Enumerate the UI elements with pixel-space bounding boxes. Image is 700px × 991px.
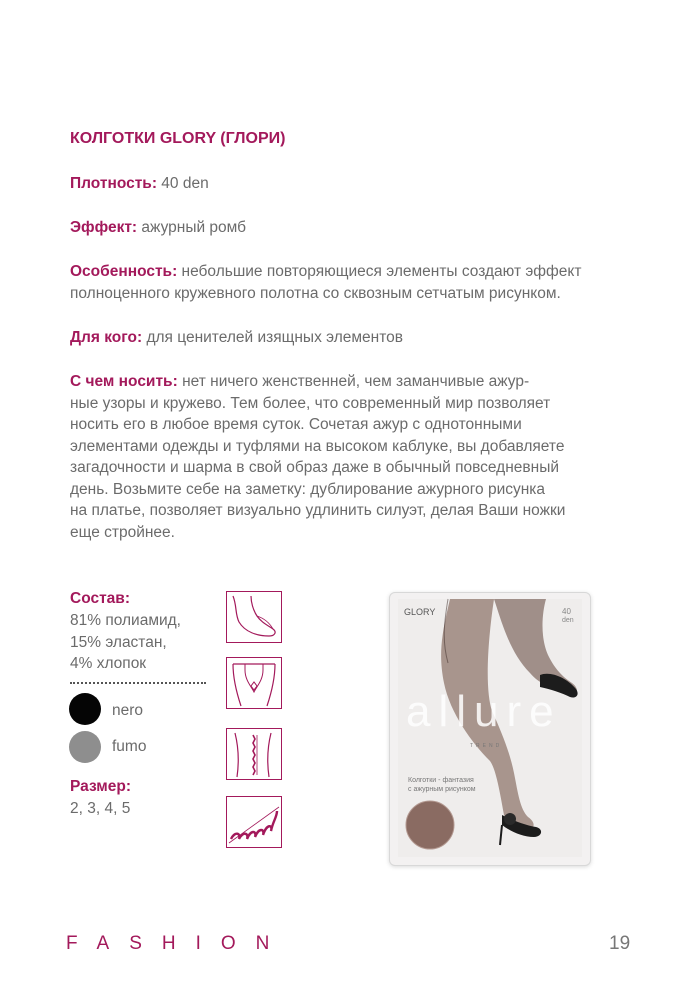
effect-label: Эффект: bbox=[70, 219, 138, 236]
package-caption-1: Колготки - фантазия bbox=[408, 777, 474, 784]
wear-line: ные узоры и кружево. Тем более, что современный мир позволяет bbox=[70, 394, 551, 412]
effect-line bbox=[70, 217, 635, 239]
page-title: КОЛГОТКИ GLORY (ГЛОРИ) bbox=[70, 130, 286, 147]
package-product-name: GLORY bbox=[404, 607, 436, 617]
divider bbox=[70, 682, 206, 684]
color-name-nero: nero bbox=[112, 702, 144, 719]
footer-brand-text: FASHION bbox=[66, 933, 290, 954]
for-whom-label: Для кого: bbox=[70, 329, 143, 346]
feature-label: Особенность: bbox=[70, 263, 178, 280]
density-line bbox=[70, 173, 635, 195]
for-whom-line bbox=[70, 327, 635, 349]
package-caption-2: с ажурным рисунком bbox=[408, 786, 476, 793]
package-brand-logo: allure bbox=[406, 687, 562, 736]
wear-line: элементами одежды и туфлями на высоком каблуке, вы добавляете bbox=[70, 437, 565, 455]
for-whom-value: для ценителей изящных элементов bbox=[146, 329, 403, 346]
package-sub-brand: TREND bbox=[470, 743, 503, 749]
feature-line-2: полноценного кружевного полотна со сквозным сетчатым рисунком. bbox=[70, 284, 561, 302]
wear-line: день. Возьмите себе на заметку: дублирование ажурного рисунка bbox=[70, 480, 546, 498]
footer-brand bbox=[66, 933, 289, 955]
color-swatch-fumo bbox=[69, 731, 101, 763]
wear-line-1: нет ничего женственней, чем заманчивые ажур- bbox=[182, 373, 530, 390]
product-package bbox=[389, 592, 591, 866]
composition-line: 15% эластан, bbox=[70, 633, 167, 651]
panty-icon bbox=[226, 657, 282, 709]
density-label: Плотность: bbox=[70, 175, 157, 192]
effect-value: ажурный ромб bbox=[141, 219, 247, 236]
density-value: 40 den bbox=[161, 175, 209, 192]
toe-icon bbox=[226, 591, 282, 643]
size-value: 2, 3, 4, 5 bbox=[70, 800, 131, 817]
size-label: Размер: bbox=[70, 778, 131, 795]
composition-label: Состав: bbox=[70, 590, 130, 607]
color-swatch-nero bbox=[69, 693, 101, 725]
yarn-icon bbox=[226, 796, 282, 848]
leg-pattern-icon bbox=[226, 728, 282, 780]
feature-paragraph bbox=[70, 261, 635, 304]
color-name-fumo: fumo bbox=[112, 738, 147, 755]
wear-paragraph bbox=[70, 371, 635, 543]
package-den-unit: den bbox=[562, 617, 574, 624]
wear-line: на платье, позволяет визуально удлинить силуэт, делая Ваши ножки bbox=[70, 502, 566, 519]
composition-values bbox=[70, 610, 181, 675]
composition-line: 81% полиамид, bbox=[70, 612, 181, 629]
wear-line: загадочности и шарма в свой образ даже в обычный повседневный bbox=[70, 459, 559, 476]
feature-line-1: небольшие повторяющиеся элементы создают эффект bbox=[181, 263, 582, 280]
wear-line: носить его в любое время суток. Сочетая ажур с однотонными bbox=[70, 416, 522, 433]
wear-label: С чем носить: bbox=[70, 373, 178, 390]
package-den-value: 40 bbox=[562, 607, 571, 616]
wear-line: еще стройнее. bbox=[70, 523, 175, 541]
composition-line: 4% хлопок bbox=[70, 655, 147, 672]
page-number: 19 bbox=[609, 933, 631, 954]
